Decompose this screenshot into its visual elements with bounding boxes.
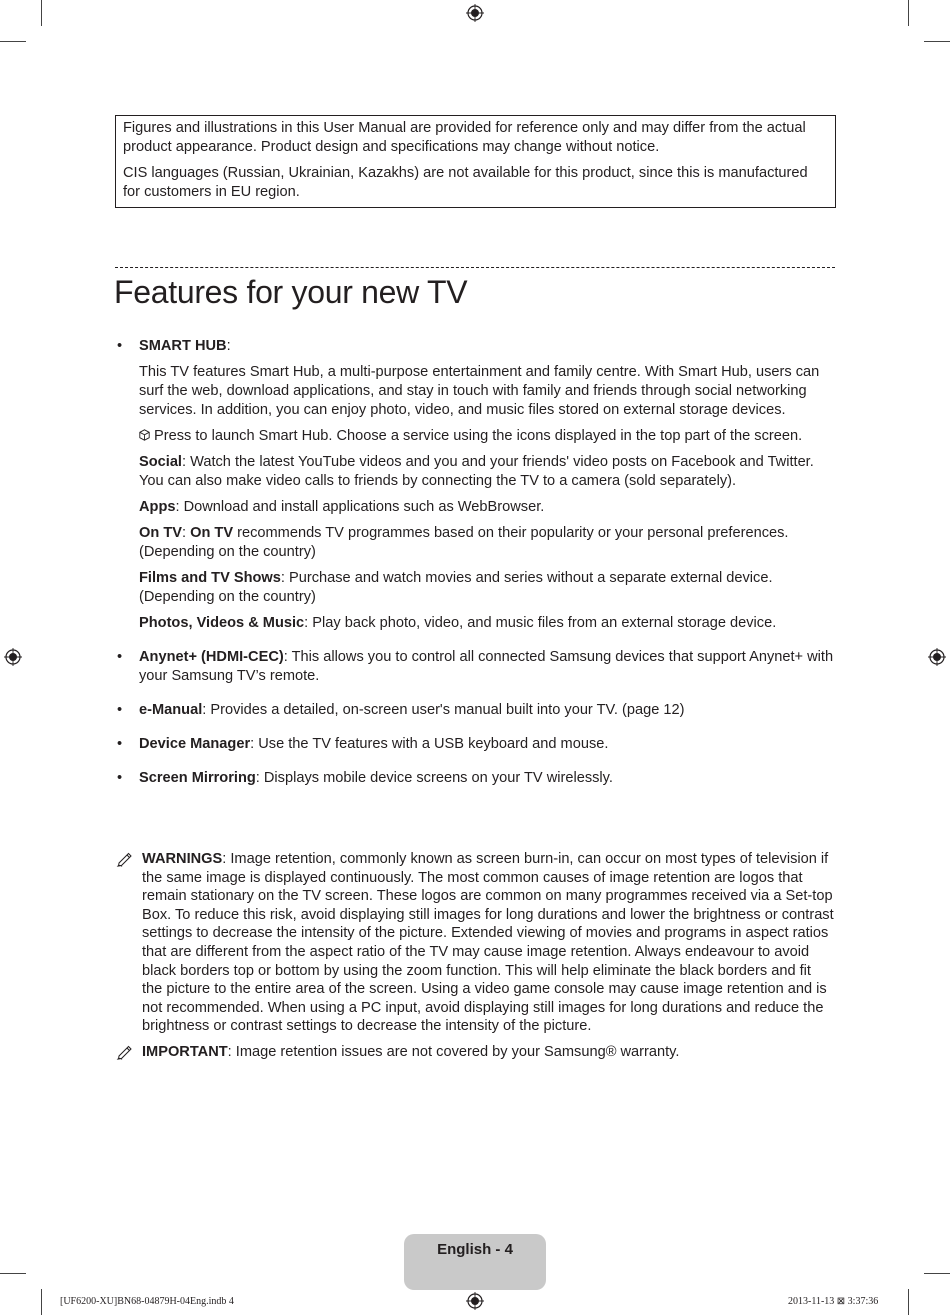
crop-mark	[41, 0, 42, 26]
crop-mark	[908, 0, 909, 26]
crop-mark	[41, 1289, 42, 1315]
smart-hub-item-social: Social: Watch the latest YouTube videos and you and your friends' video posts on Facebook and Twitter. You can also make video calls to friends by connecting the TV to a camera (sold separately).	[139, 454, 814, 489]
smart-hub-intro: This TV features Smart Hub, a multi-purpose entertainment and family centre. With Smart Hub, users can surf the web, download applications, and stay in touch with family and friends through social networking services. In addition, you can enjoy photo, video, and music files stored on external storage devices.	[139, 364, 820, 418]
features-list	[115, 337, 837, 788]
notes-section	[115, 850, 835, 1062]
bullet-icon: •	[117, 770, 123, 786]
crop-mark	[0, 41, 26, 42]
smart-hub-heading: SMART HUB:	[139, 338, 231, 354]
crop-mark	[924, 1273, 950, 1274]
pencil-note-icon	[116, 1044, 134, 1060]
registration-mark-icon	[466, 1292, 484, 1310]
notice-box	[115, 115, 836, 208]
pencil-note-icon	[116, 851, 134, 867]
list-item: • Screen Mirroring: Displays mobile device screens on your TV wirelessly.	[117, 770, 613, 786]
page-number-badge	[404, 1234, 546, 1290]
print-slug-right: 2013-11-13 ⊠ 3:37:36	[788, 1296, 879, 1307]
notice-paragraph: CIS languages (Russian, Ukrainian, Kazakhs) are not available for this product, since this is manufactured for customers in EU region.	[123, 165, 808, 200]
smart-hub-press: Press to launch Smart Hub. Choose a service using the icons displayed in the top part of the screen.	[139, 427, 837, 446]
list-item: • Anynet+ (HDMI-CEC): This allows you to control all connected Samsung devices that support Anynet+ with your Samsung TV’s remote.	[117, 649, 834, 684]
list-item: • e-Manual: Provides a detailed, on-screen user's manual built into your TV. (page 12)	[117, 702, 685, 718]
page-number: English - 4	[437, 1241, 513, 1258]
notice-paragraph: Figures and illustrations in this User Manual are provided for reference only and may differ from the actual product appearance. Product design and specifications may change without notice.	[123, 120, 806, 155]
registration-mark-icon	[466, 4, 484, 22]
bullet-icon: •	[117, 649, 123, 665]
page-title: Features for your new TV	[114, 274, 468, 310]
crop-mark	[924, 41, 950, 42]
registration-mark-icon	[4, 648, 22, 666]
list-item	[115, 337, 837, 633]
section-divider	[115, 267, 835, 268]
smart-hub-icon	[139, 429, 150, 441]
smart-hub-item-on-tv: On TV: On TV recommends TV programmes based on their popularity or your personal preferences. (Depending on the country)	[139, 525, 789, 560]
crop-mark	[0, 1273, 26, 1274]
bullet-icon: •	[117, 338, 123, 354]
list-item: • Device Manager: Use the TV features with a USB keyboard and mouse.	[117, 736, 609, 752]
bullet-icon: •	[117, 736, 123, 752]
bullet-icon: •	[117, 702, 123, 718]
smart-hub-item-photos: Photos, Videos & Music: Play back photo, video, and music files from an external storage device.	[139, 615, 777, 631]
smart-hub-item-apps: Apps: Download and install applications such as WebBrowser.	[139, 499, 545, 515]
important-note: IMPORTANT: Image retention issues are not covered by your Samsung® warranty.	[115, 1043, 835, 1062]
print-slug-left: [UF6200-XU]BN68-04879H-04Eng.indb 4	[60, 1296, 234, 1307]
warning-note: WARNINGS: Image retention, commonly known as screen burn-in, can occur on most types of television if the same image is displayed continuously. The most common causes of image retention are logos that remain stationary on the TV screen. These logos are common on many programmes received via a Set-top Box. To reduce this risk, avoid displaying still images for long durations and lower the brightness or contrast settings to decrease the intensity of the picture. Extended viewing of movies and programs in aspect ratios that are different from the aspect ratio of the TV may cause image retention. Always endeavour to avoid black borders top or bottom by using the zoom function. This will help eliminate the black borders and fit the picture to the entire area of the screen. Using a video game console may cause image retention and is not recommended. When using a PC input, avoid displaying still images for long durations and reduce the brightness or contrast settings to decrease the intensity of the picture.	[115, 850, 835, 1036]
crop-mark	[908, 1289, 909, 1315]
registration-mark-icon	[928, 648, 946, 666]
smart-hub-item-films: Films and TV Shows: Purchase and watch movies and series without a separate external device. (Depending on the country)	[139, 570, 773, 605]
smart-hub-details	[139, 363, 837, 633]
